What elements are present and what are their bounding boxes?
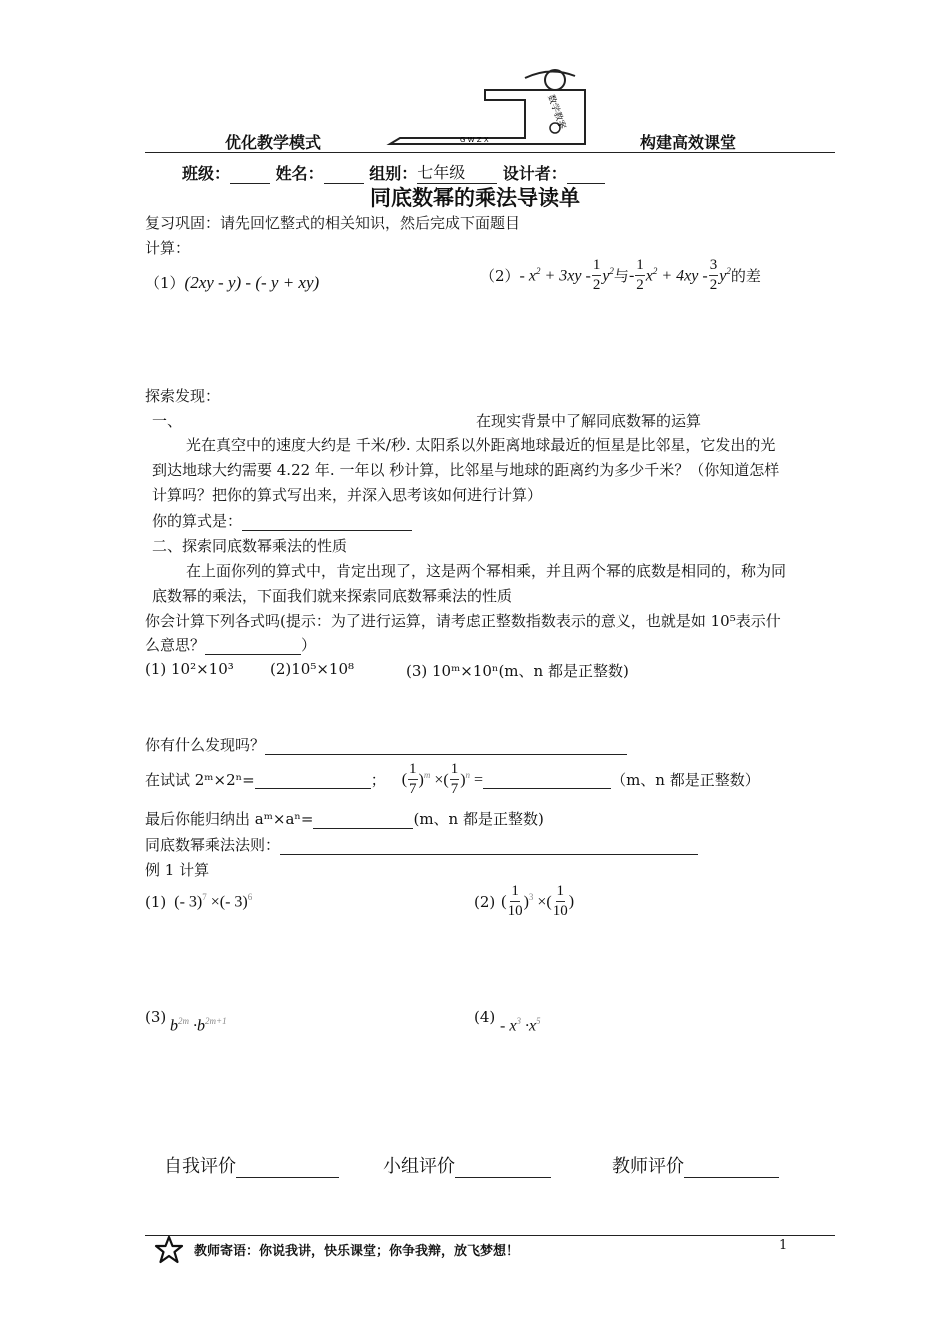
q3-label: (3) — [145, 1008, 167, 1026]
hint-line-2-end: ） — [301, 636, 317, 654]
hint-blank[interactable] — [205, 636, 301, 655]
section-1-title: 在现实背景中了解同底数幂的运算 — [476, 412, 702, 430]
discover-blank[interactable] — [265, 736, 627, 755]
hint-line-2-text: 么意思？ — [145, 636, 206, 654]
problem-2-label: （2） — [480, 267, 520, 285]
self-eval-label: 自我评价 — [164, 1156, 236, 1177]
formula-label: 你的算式是： — [152, 512, 243, 530]
rule-blank[interactable] — [280, 836, 698, 855]
fraction-half: $\frac{1}{2}$ — [592, 257, 601, 293]
example-heading: 例 1 计算 — [145, 861, 210, 879]
name-label: 姓名： — [275, 164, 324, 183]
group-eval-label: 小组评价 — [383, 1156, 455, 1177]
page-title: 同底数幂的乘法导读单 — [370, 185, 580, 210]
group-eval — [383, 1152, 551, 1178]
logo-letters: G W Z X — [460, 136, 489, 144]
problem-2-connector: 与 — [613, 267, 629, 285]
logo-vertical-text: 数学教案 — [545, 93, 567, 131]
rule-label: 同底数幂乘法法则： — [145, 836, 281, 854]
fraction-half-2: $\frac{1}{2}$ — [636, 257, 644, 293]
teacher-eval — [612, 1152, 779, 1178]
conclude-blank[interactable] — [313, 810, 413, 829]
example-q3-expr: $b^{2m} \cdot b^{2m+1}$ — [170, 1016, 227, 1035]
problem-2: （2） - $x^2 + 3xy$ - $\frac{1}{2}$ $y^2$ 与 - $\frac{1}{2}$ $x^2 + 4xy$ - $\frac{3}{2}$ $y^2$ 的差 — [480, 257, 761, 293]
section-1-number: 一、 — [152, 412, 183, 430]
example-q1: (1) (- 3)$^7$ ×(- 3)$^6$ — [145, 892, 253, 911]
q2-label: (2) — [474, 892, 496, 911]
q4-label: (4) — [474, 1008, 496, 1026]
try-blank-1[interactable] — [255, 770, 371, 789]
name-blank[interactable] — [324, 164, 364, 184]
header-right-slogan: 构建高效课堂 — [640, 133, 737, 152]
fraction-one-tenth-2: $\frac{1}{10}$ — [552, 883, 568, 919]
self-eval-blank[interactable] — [236, 1156, 339, 1178]
header-rule — [145, 152, 835, 153]
try-blank-2[interactable] — [483, 770, 611, 789]
try-suffix: （m、n 都是正整数） — [611, 771, 760, 789]
discover-row — [145, 734, 627, 755]
fraction-one-seventh: $\frac{1}{7}$ — [409, 761, 417, 797]
page-number: 1 — [779, 1238, 788, 1253]
problem-2-suffix: 的差 — [730, 267, 761, 285]
hint-line-1: 你会计算下列各式吗(提示：为了进行运算，请考虑正整数指数表示的意义，也就是如 10⁵表示什 — [145, 612, 781, 630]
try-row: 在试试 2ᵐ×2ⁿ= ； ( $\frac{1}{7}$ )$^m$ ×( $\frac{1}{7}$ )$^n$ = （m、n 都是正整数） — [145, 761, 760, 797]
problem-1-label: （1） — [145, 274, 185, 292]
class-label: 班级： — [182, 164, 231, 183]
fraction-one-seventh-2: $\frac{1}{7}$ — [450, 761, 459, 797]
section-1-para-line-2: 到达地球大约需要 4.22 年. 一年以 秒计算，比邻星与地球的距离约为多少千米？（你知道怎样 — [152, 461, 780, 479]
section-2-para-line-1: 在上面你列的算式中，肯定出现了，这是两个幂相乘，并且两个幂的底数是相同的，称为同 — [186, 562, 787, 580]
try-sep: ； — [370, 771, 386, 789]
calc-label: 计算： — [145, 239, 191, 257]
designer-label: 设计者： — [502, 164, 567, 183]
star-outline-icon — [154, 1235, 184, 1264]
designer-blank[interactable] — [567, 164, 605, 184]
info-line — [182, 160, 605, 184]
group-value: 七年级 — [417, 160, 497, 184]
section-1-para-line-3: 计算吗？把你的算式写出来，并深入思考该如何进行计算） — [152, 486, 543, 504]
discover-label: 你有什么发现吗？ — [145, 736, 266, 754]
fraction-one-tenth: $\frac{1}{10}$ — [507, 883, 523, 919]
conclude-suffix: (m、n 都是正整数) — [413, 810, 544, 828]
group-eval-blank[interactable] — [455, 1156, 551, 1178]
section-2-title: 二、探索同底数幂乘法的性质 — [152, 537, 348, 555]
conclude-label: 最后你能归纳出 aᵐ×aⁿ= — [145, 810, 314, 828]
rule-row — [145, 834, 698, 855]
problem-2-expr-a: - $x^2 + 3xy$ - — [519, 265, 591, 285]
example-q4-expr: - $x^3 \cdot x^5$ — [500, 1016, 541, 1035]
exercise-3: (3) 10ᵐ×10ⁿ(m、n 都是正整数) — [406, 662, 629, 680]
school-logo — [380, 60, 600, 152]
formula-row — [152, 510, 412, 531]
conclude-row — [145, 808, 544, 829]
footer-message: 教师寄语：你说我讲，快乐课堂；你争我辩，放飞梦想！ — [194, 1244, 520, 1259]
formula-blank[interactable] — [242, 512, 412, 531]
section-1-para-line-1: 光在真空中的速度大约是 千米/秒. 太阳系以外距离地球最近的恒星是比邻星，它发出的光 — [186, 436, 776, 454]
exercise-2: (2)10⁵×10⁸ — [270, 660, 355, 678]
self-eval — [164, 1152, 339, 1178]
teacher-eval-blank[interactable] — [684, 1156, 779, 1178]
section-2-para-line-2: 底数幂的乘法，下面我们就来探索同底数幂乘法的性质 — [152, 587, 513, 605]
q1-label: (1) — [145, 892, 167, 911]
group-label: 组别： — [369, 164, 418, 183]
explore-heading: 探索发现： — [145, 387, 221, 405]
fraction-three-halves: $\frac{3}{2}$ — [709, 257, 718, 293]
teacher-eval-label: 教师评价 — [612, 1156, 684, 1177]
exercise-1: (1) 10²×10³ — [145, 660, 234, 678]
review-intro: 复习巩固：请先回忆整式的相关知识，然后完成下面题目 — [145, 214, 521, 232]
hint-line-2 — [145, 634, 316, 655]
header-left-slogan: 优化教学模式 — [225, 133, 322, 152]
try-label: 在试试 2ᵐ×2ⁿ= — [145, 771, 255, 789]
footer-rule — [145, 1235, 835, 1236]
example-q2: (2) ( $\frac{1}{10}$ )$^3$ ×( $\frac{1}{10}$ ) — [474, 883, 575, 919]
problem-1-expr: (2xy - y) - (- y + xy) — [184, 273, 320, 292]
problem-1 — [145, 272, 319, 293]
class-blank[interactable] — [230, 164, 270, 184]
